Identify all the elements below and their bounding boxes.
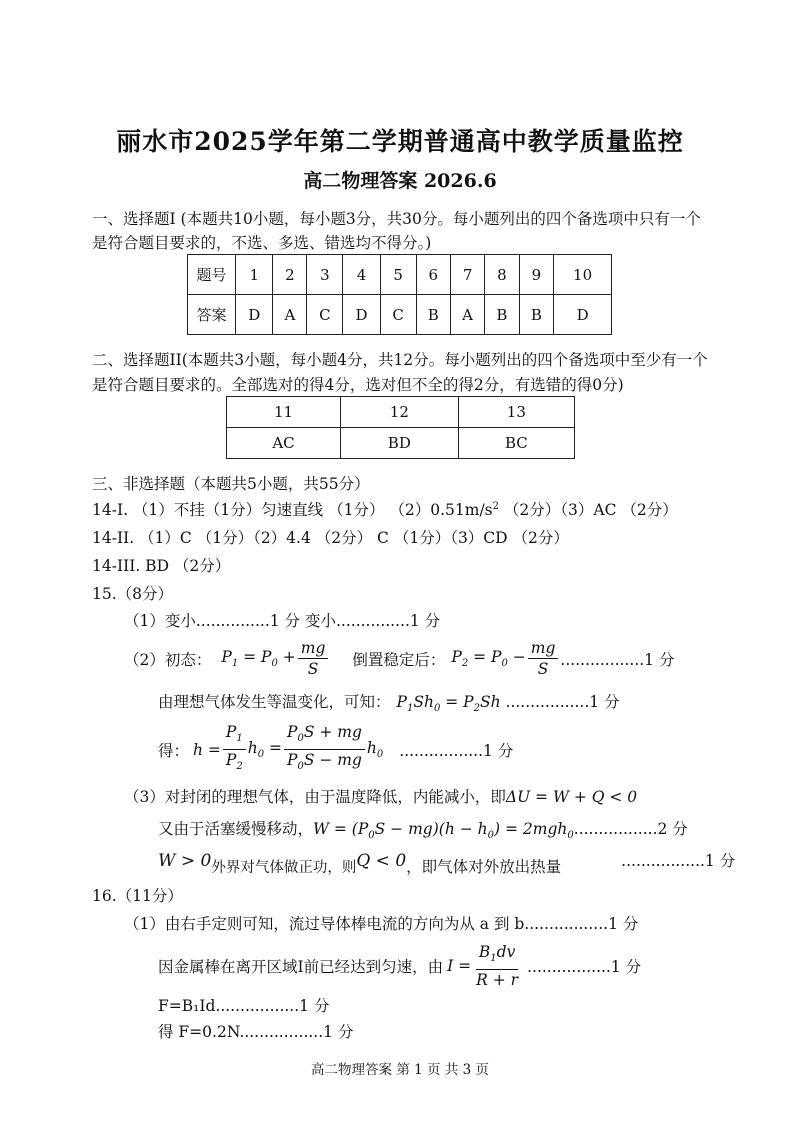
table1-number-cell: 5 bbox=[380, 255, 416, 295]
page-footer: 高二物理答案 第 1 页 共 3 页 bbox=[311, 1062, 489, 1078]
table1-answer-cell: B bbox=[485, 295, 520, 335]
table1-answer-cell: C bbox=[307, 295, 343, 335]
answer-14-1 bbox=[92, 498, 678, 520]
formula-du: ΔU = W + Q < 0 bbox=[505, 788, 638, 806]
q16-part2-score: .................1 分 bbox=[527, 958, 642, 977]
q15-part3-prefix: （3）对封闭的理想气体，由于温度降低，内能减小，即 bbox=[124, 788, 506, 806]
table1-answer-cell: D bbox=[343, 295, 380, 335]
answer-14-1-sup: 2 bbox=[492, 500, 499, 512]
q15-part2-score: .................1 分 bbox=[560, 650, 675, 669]
q15-label: 15.（8分） bbox=[92, 585, 174, 603]
q15-part2b-score: .................1 分 bbox=[505, 693, 620, 711]
table1-answer-label: 答案 bbox=[188, 295, 236, 335]
formula-h-ratio: $\frac{P_0S + mg}{P_0S - mg}$ bbox=[284, 722, 365, 777]
answer-14-1-tail: （2分）（3）AC （2分） bbox=[499, 501, 678, 519]
table1-number-cell: 8 bbox=[485, 255, 520, 295]
q15-part3b bbox=[158, 817, 688, 841]
q15-part2-mid: 倒置稳定后： bbox=[352, 650, 446, 669]
table2-answer-cell: AC bbox=[227, 428, 341, 459]
q15-part2b-prefix: 由理想气体发生等温变化，可知： bbox=[158, 693, 391, 711]
q16-label: 16.（11分） bbox=[92, 887, 183, 905]
q15-part1: （1）变小...............1 分 变小...............1 分 bbox=[124, 612, 441, 630]
q15-part2c-prefix: 得： bbox=[158, 741, 190, 760]
table1-answer-cell: B bbox=[519, 295, 554, 335]
q15-part2 bbox=[124, 638, 674, 679]
answer-14-3: 14-III. BD （2分） bbox=[92, 557, 231, 575]
table1-answer-cell: A bbox=[451, 295, 485, 335]
table1-answer-cell: C bbox=[380, 295, 416, 335]
formula-work: $W = (P_0S - mg)(h - h_0) = 2mgh_0$ bbox=[313, 820, 574, 842]
q15-part3c-mid: 外界对气体做正功，则 bbox=[211, 860, 357, 876]
table2-number-cell: 11 bbox=[227, 397, 341, 428]
table1-number-cell: 10 bbox=[554, 255, 612, 295]
formula-p1: $P_1 = P_0$ + bbox=[221, 647, 296, 670]
page-subtitle: 高二物理答案 2026.6 bbox=[303, 170, 497, 192]
formula-i: I = bbox=[447, 957, 472, 976]
table1-number-cell: 6 bbox=[416, 255, 451, 295]
q15-part3c bbox=[158, 849, 736, 876]
formula-mg-over-s: $\frac{mg}{S}$ bbox=[298, 638, 329, 679]
table2-answer-cell: BD bbox=[341, 428, 459, 459]
formula-current: $\frac{B_1dv}{R + r}$ bbox=[476, 943, 519, 990]
q16-part3: F=B₁Id.................1 分 bbox=[158, 997, 330, 1015]
q15-part3c-score: .................1 分 bbox=[621, 852, 736, 870]
table1-number-cell: 1 bbox=[236, 255, 273, 295]
table1-answer-cell: A bbox=[273, 295, 307, 335]
table1-number-cell: 4 bbox=[343, 255, 380, 295]
section1-intro-line1: 一、选择题I (本题共10小题，每小题3分，共30分。每小题列出的四个备选项中只有一个 bbox=[92, 210, 701, 228]
q15-part2-prefix: （2）初态： bbox=[124, 650, 212, 669]
formula-h: h = bbox=[193, 740, 221, 759]
table1-answer-cell: D bbox=[236, 295, 273, 335]
table2-number-cell: 12 bbox=[341, 397, 459, 428]
table1-number-cell: 9 bbox=[519, 255, 554, 295]
table1-answer-cell: B bbox=[416, 295, 451, 335]
table1-number-cell: 3 bbox=[307, 255, 343, 295]
q15-part2c-score: .................1 分 bbox=[399, 741, 514, 760]
formula-p1-over-p2: $\frac{P_1}{P_2}$ bbox=[223, 722, 246, 777]
section2-intro-line1: 二、选择题II(本题共3小题，每小题4分，共12分。每小题列出的四个备选项中至少有一个 bbox=[92, 351, 708, 369]
q16-part1: （1）由右手定则可知，流过导体棒电流的方向为从 a 到 b.................1 分 bbox=[124, 915, 639, 933]
q15-part3b-score: .................2 分 bbox=[573, 820, 688, 838]
answer-14-2: 14-II. （1）C （1分）（2）4.4 （2分） C （1分）（3）CD （2分） bbox=[92, 529, 569, 547]
answer-14-1-text: 14-I. （1）不挂（1分）匀速直线 （1分） （2）0.51m/s bbox=[92, 501, 493, 519]
q15-part2b bbox=[158, 690, 620, 714]
formula-mg-over-s-2: $\frac{mg}{S}$ bbox=[528, 638, 559, 679]
section3-heading: 三、非选择题（本题共5小题，共55分） bbox=[92, 475, 370, 493]
section1-intro-line2: 是符合题目要求的，不选、多选、错选均不得分。) bbox=[92, 234, 432, 252]
choice-table-2 bbox=[226, 396, 575, 459]
q15-part3b-prefix: 又由于活塞缓慢移动， bbox=[158, 820, 314, 838]
table1-answer-cell: D bbox=[554, 295, 612, 335]
q15-part3c-tail: ，即气体对外放出热量 bbox=[406, 858, 562, 876]
q15-part2c: 得： h = $\frac{P_1}{P_2}$ $h_0$ = $\frac{P_0S + mg}{P_0S - mg}$ $h_0$ .................1 分 bbox=[158, 722, 513, 777]
q15-part3 bbox=[124, 785, 637, 807]
q16-part4: 得 F=0.2N.................1 分 bbox=[158, 1023, 354, 1041]
choice-table-1 bbox=[187, 254, 612, 335]
formula-isotherm: $P_1Sh_0 = P_2Sh$ bbox=[396, 693, 501, 715]
formula-p2: $P_2 = P_0$ − bbox=[451, 647, 526, 670]
section2-intro-line2: 是符合题目要求的。全部选对的得4分，选对但不全的得2分，有选错的得0分) bbox=[92, 376, 624, 394]
table1-number-cell: 7 bbox=[451, 255, 485, 295]
q16-part2 bbox=[158, 942, 641, 990]
table1-header-label: 题号 bbox=[188, 255, 236, 295]
table2-number-cell: 13 bbox=[458, 397, 574, 428]
formula-w-positive: W > 0 bbox=[158, 851, 212, 871]
page-title: 丽水市2025学年第二学期普通高中教学质量监控 bbox=[116, 127, 684, 156]
table2-answer-cell: BC bbox=[458, 428, 574, 459]
q16-part2-prefix: 因金属棒在离开区域I前已经达到匀速，由 bbox=[158, 958, 444, 977]
table1-number-cell: 2 bbox=[273, 255, 307, 295]
formula-q-negative: Q < 0 bbox=[356, 851, 407, 871]
